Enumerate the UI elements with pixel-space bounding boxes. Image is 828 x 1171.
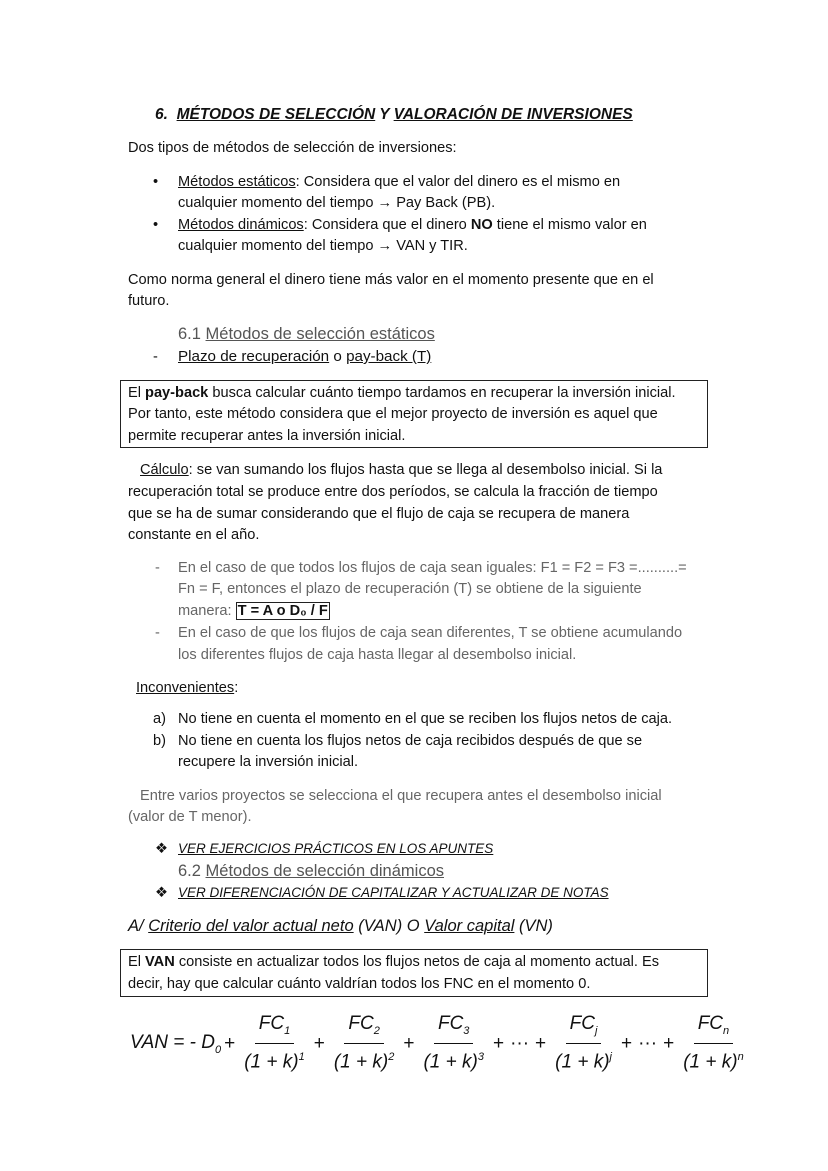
t: FC <box>697 1013 724 1034</box>
t: (1 + k) <box>244 1051 299 1073</box>
s: 2 <box>373 1024 380 1037</box>
t: (1 + k) <box>333 1051 389 1073</box>
type-name: Métodos dinámicos <box>178 217 304 233</box>
ellipsis: ··· <box>638 1032 658 1054</box>
van-line <box>128 952 659 972</box>
payback-line: Por tanto, este método considera que el mejor proyecto de inversión es aquel que <box>128 406 658 422</box>
bold-term: pay-back <box>145 385 209 401</box>
diamond-bullet-icon: ❖ <box>155 841 169 857</box>
plus: + <box>620 1032 633 1054</box>
intro-text: Dos tipos de métodos de selección de inversiones: <box>128 140 457 156</box>
van-heading <box>128 916 553 936</box>
item-marker: a) <box>153 711 166 727</box>
bullet-icon: • <box>153 174 159 190</box>
e: 1 <box>298 1050 305 1063</box>
e: 2 <box>388 1050 395 1063</box>
type-text: : Considera que el dinero <box>303 217 471 233</box>
title-part1: MÉTODOS DE SELECCIÓN <box>176 106 376 123</box>
selection-line: Entre varios proyectos se selecciona el que recupera antes el desembolso inicial <box>140 788 662 804</box>
section-number: 6.1 <box>178 325 201 343</box>
text: (VAN) O <box>353 917 425 935</box>
note-ejercicios: VER EJERCICIOS PRÁCTICOS EN LOS APUNTES <box>178 841 494 856</box>
heading-part: Plazo de recuperación <box>178 348 330 365</box>
plus: + <box>403 1032 415 1054</box>
van-line: decir, hay que calcular cuánto valdrían todos los FNC en el momento 0. <box>128 976 591 992</box>
subscript: 0 <box>215 1043 222 1056</box>
calculo-line: recuperación total se produce entre dos períodos, se calcula la fracción de tiempo <box>128 484 658 500</box>
type-name: Métodos estáticos <box>178 174 296 190</box>
t: (1 + k) <box>683 1051 738 1073</box>
s: 3 <box>463 1024 470 1037</box>
text: VAN = - D <box>130 1031 215 1053</box>
text: manera: <box>178 603 236 619</box>
calculo-line: que se ha de sumar considerando que el flujo de caja se recupera de manera <box>128 506 630 522</box>
section-title-text: Métodos de selección estáticos <box>205 325 435 343</box>
type-text: : Considera que el valor del dinero es el mismo en <box>295 174 621 190</box>
bold-term: VAN <box>145 954 175 970</box>
term <box>421 1012 486 1075</box>
case-equal-line: En el caso de que todos los flujos de caja sean iguales: F1 = F2 = F3 =..........= <box>178 560 687 576</box>
t: (1 + k) <box>555 1051 610 1073</box>
t: FC <box>437 1013 464 1034</box>
s: n <box>723 1024 730 1037</box>
calculo-line: constante en el año. <box>128 527 260 543</box>
type-bold: NO <box>470 217 493 233</box>
norm-line: Como norma general el dinero tiene más valor en el momento presente que en el <box>128 272 654 288</box>
text: Valor capital <box>424 917 515 935</box>
item-line: recupere la inversión inicial. <box>178 754 359 770</box>
text: consiste en actualizar todos los flujos netos de caja al momento actual. Es <box>174 954 660 970</box>
section-title <box>155 105 633 125</box>
t: (1 + k) <box>423 1051 478 1073</box>
dash-icon: - <box>155 560 160 576</box>
type-static-line2: cualquier momento del tiempo → Pay Back (PB). <box>178 195 496 211</box>
item-line: No tiene en cuenta los flujos netos de caja recibidos después de que se <box>178 733 643 749</box>
type-text: tiene el mismo valor en <box>492 217 647 233</box>
diamond-bullet-icon: ❖ <box>155 885 169 901</box>
payback-line: permite recuperar antes la inversión inicial. <box>128 428 406 444</box>
type-dynamic-line2: cualquier momento del tiempo → VAN y TIR. <box>178 238 468 254</box>
term <box>242 1012 307 1075</box>
payback-line <box>128 383 676 403</box>
bullet-icon: • <box>153 217 159 233</box>
t: FC <box>348 1013 374 1034</box>
plus: + <box>224 1032 236 1054</box>
case-equal-line <box>178 601 330 621</box>
van-formula <box>130 1012 750 1075</box>
term <box>681 1012 746 1075</box>
ellipsis: ··· <box>510 1032 530 1054</box>
payback-heading <box>178 347 431 367</box>
term <box>332 1012 397 1075</box>
payback-formula: T = A o D₀ / F <box>237 603 328 619</box>
text: Criterio del valor actual neto <box>148 917 354 935</box>
norm-line: futuro. <box>128 293 170 309</box>
title-connector: Y <box>379 106 390 123</box>
title-number: 6. <box>155 106 168 123</box>
formula-lhs <box>130 1032 221 1056</box>
plus: + <box>663 1032 675 1054</box>
text: El <box>128 385 146 401</box>
selection-line: (valor de T menor). <box>128 809 252 825</box>
heading-part: pay-back (T) <box>346 348 432 365</box>
t: FC <box>258 1013 285 1034</box>
e: n <box>737 1050 744 1063</box>
case-different-line: los diferentes flujos de caja hasta llegar al desembolso inicial. <box>178 647 577 663</box>
label: Inconvenientes <box>136 680 235 696</box>
plus: + <box>535 1032 547 1054</box>
case-different-line: En el caso de que los flujos de caja sean diferentes, T se obtiene acumulando <box>178 625 683 641</box>
type-static <box>178 172 620 192</box>
section-title-text: Métodos de selección dinámicos <box>205 862 444 880</box>
e: 3 <box>477 1050 484 1063</box>
section-6-1-heading <box>178 324 435 344</box>
section-6-2-heading <box>178 861 444 881</box>
text: busca calcular cuánto tiempo tardamos en recuperar la inversión inicial. <box>208 385 676 401</box>
text: : se van sumando los flujos hasta que se llega al desembolso inicial. Si la <box>188 462 663 478</box>
case-equal-line: Fn = F, entonces el plazo de recuperación (T) se obtiene de la siguiente <box>178 581 642 597</box>
t: FC <box>569 1013 595 1034</box>
dash-icon: - <box>153 349 158 365</box>
item-line: No tiene en cuenta el momento en el que se reciben los flujos netos de caja. <box>178 711 673 727</box>
s: 1 <box>284 1024 291 1037</box>
heading-connector: o <box>333 348 342 365</box>
dash-icon: - <box>155 625 160 641</box>
inconvenientes-heading: Inconvenientes: <box>136 680 239 696</box>
item-marker: b) <box>153 733 166 749</box>
type-dynamic <box>178 215 647 235</box>
section-number: 6.2 <box>178 862 201 880</box>
note-capitalizar: VER DIFERENCIACIÓN DE CAPITALIZAR Y ACTUALIZAR DE NOTAS <box>178 885 609 900</box>
plus: + <box>492 1032 505 1054</box>
calculo-line <box>140 460 662 480</box>
term <box>553 1012 614 1075</box>
s: j <box>595 1024 598 1037</box>
plus: + <box>313 1032 325 1054</box>
text: (VN) <box>514 917 553 935</box>
title-part2: VALORACIÓN DE INVERSIONES <box>393 106 633 123</box>
e: j <box>609 1050 612 1063</box>
calculo-label: Cálculo <box>140 462 189 478</box>
text: El <box>128 954 146 970</box>
text: A/ <box>128 917 149 935</box>
